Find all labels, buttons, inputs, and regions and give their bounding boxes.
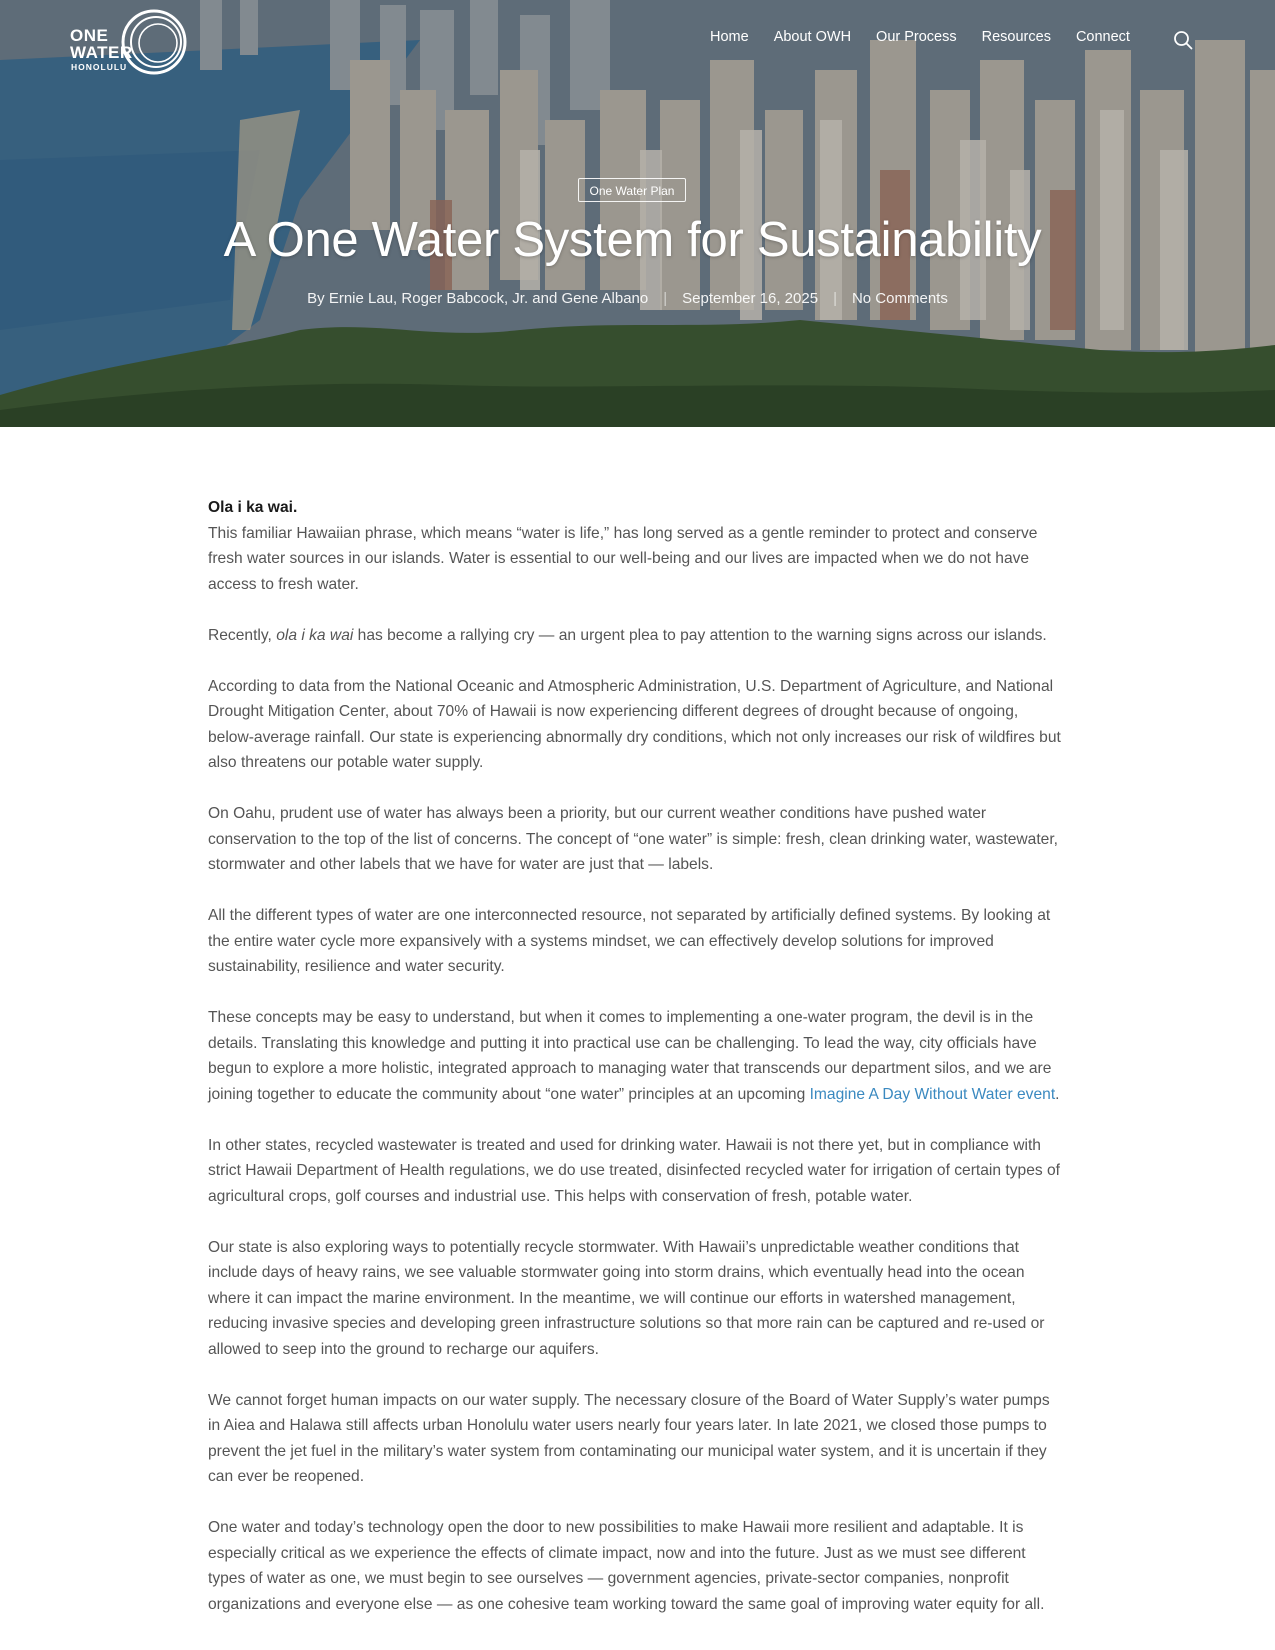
nav-resources[interactable]: Resources xyxy=(981,29,1051,45)
paragraph: According to data from the National Oceanic and Atmospheric Administration, U.S. Department of Agriculture, and National Drought Mitigation Center, about 70% of Hawaii is now experiencing different degrees of drought because of ongoing, below-average rainfall. Our state is experiencing abnormally dry conditions, which not only increases our risk of wildfires but also threatens our potable water supply. xyxy=(208,677,1061,771)
imagine-day-without-water-link[interactable]: Imagine A Day Without Water event xyxy=(809,1085,1056,1103)
main-navigation xyxy=(710,29,1155,45)
logo-swirl-icon xyxy=(118,6,190,76)
post-title: A One Water System for Sustainability xyxy=(223,213,1042,267)
nav-connect[interactable]: Connect xyxy=(1075,29,1130,45)
post-date: September 16, 2025 xyxy=(682,290,819,307)
paragraph xyxy=(208,623,1063,649)
paragraph: All the different types of water are one interconnected resource, not separated by artificially defined systems. By looking at the entire water cycle more expansively with a systems mindset, we can effectively develop solutions for improved sustainability, resilience and water security. xyxy=(208,907,1051,975)
nav-our-process[interactable]: Our Process xyxy=(876,29,957,45)
paragraph-text: This familiar Hawaiian phrase, which means “water is life,” has long served as a gentle reminder to protect and conserve fresh water sources in our islands. Water is essential to our well-being and our lives are impacted when we do not have access to fresh water. xyxy=(208,524,1038,593)
hero-banner xyxy=(0,0,1275,427)
meta-separator: | xyxy=(833,290,837,307)
nav-home[interactable]: Home xyxy=(710,29,749,45)
paragraph: In other states, recycled wastewater is treated and used for drinking water. Hawaii is not there yet, but in compliance with strict Hawaii Department of Health regulations, we do use treated, disinfected recycled water for irrigation of certain types of agricultural crops, golf courses and industrial use. This helps with conservation of fresh, potable water. xyxy=(208,1136,1060,1205)
article-body xyxy=(208,495,1063,1643)
site-logo[interactable] xyxy=(70,6,192,76)
intro-heading: Ola i ka wai. xyxy=(208,499,298,516)
paragraph: We cannot forget human impacts on our water supply. The necessary closure of the Board of Water Supply’s water pumps in Aiea and Halawa still affects urban Honolulu water users nearly four years later. In late 2021, we closed those pumps to prevent the jet fuel in the military’s water system from contaminating our municipal water system, and it is uncertain if they can ever be reopened. xyxy=(208,1391,1050,1485)
logo-text-water: WATER xyxy=(70,43,133,62)
category-tag[interactable]: One Water Plan xyxy=(578,178,686,202)
logo-text-honolulu: HONOLULU xyxy=(71,62,128,72)
paragraph: On Oahu, prudent use of water has always been a priority, but our current weather conditions have pushed water conservation to the top of the list of concerns. The concept of “one water” is simple: fresh, clean drinking water, wastewater, stormwater and other labels that we have for water are just that — labels. xyxy=(208,805,1059,873)
search-icon[interactable] xyxy=(1173,30,1193,50)
post-authors[interactable]: By Ernie Lau, Roger Babcock, Jr. and Gene Albano xyxy=(307,290,649,307)
logo-text-one: ONE xyxy=(70,26,109,45)
nav-about-owh[interactable]: About OWH xyxy=(773,29,852,45)
paragraph-text: Recently, xyxy=(208,626,277,644)
paragraph-text: These concepts may be easy to understand, but when it comes to implementing a one-water program, the devil is in the details. Translating this knowledge and putting it into practical use can be challenging. To lead the way, city officials have begun to explore a more holistic, integrated approach to managing water that transcends our department silos, and we are joining together to educate the community about “one water” principles at an upcoming xyxy=(208,1009,1052,1103)
paragraph xyxy=(208,1005,1063,1107)
post-comments-link[interactable]: No Comments xyxy=(851,290,948,307)
paragraph-text: . xyxy=(1055,1085,1060,1103)
paragraph-text: has become a rallying cry — an urgent plea to pay attention to the warning signs across our islands. xyxy=(353,626,1047,644)
paragraph: Our state is also exploring ways to potentially recycle stormwater. With Hawaii’s unpredictable weather conditions that include days of heavy rains, we see valuable stormwater going into storm drains, which eventually head into the ocean where it can impact the marine environment. In the meantime, we will continue our efforts in watershed management, reducing invasive species and developing green infrastructure solutions so that more rain can be captured and re-used or allowed to seep into the ground to recharge our aquifers. xyxy=(208,1238,1045,1358)
paragraph-intro xyxy=(208,495,1063,597)
post-meta xyxy=(0,290,1255,307)
italic-phrase: ola i ka wai xyxy=(276,626,354,644)
paragraph: One water and today’s technology open the door to new possibilities to make Hawaii more resilient and adaptable. It is especially critical as we experience the effects of climate impact, now and into the future. Just as we must see different types of water as one, we must begin to see ourselves — government agencies, private-sector companies, nonprofit organizations and everyone else — as one cohesive team working toward the same goal of improving water equity for all. xyxy=(208,1519,1045,1613)
meta-separator: | xyxy=(663,290,668,307)
